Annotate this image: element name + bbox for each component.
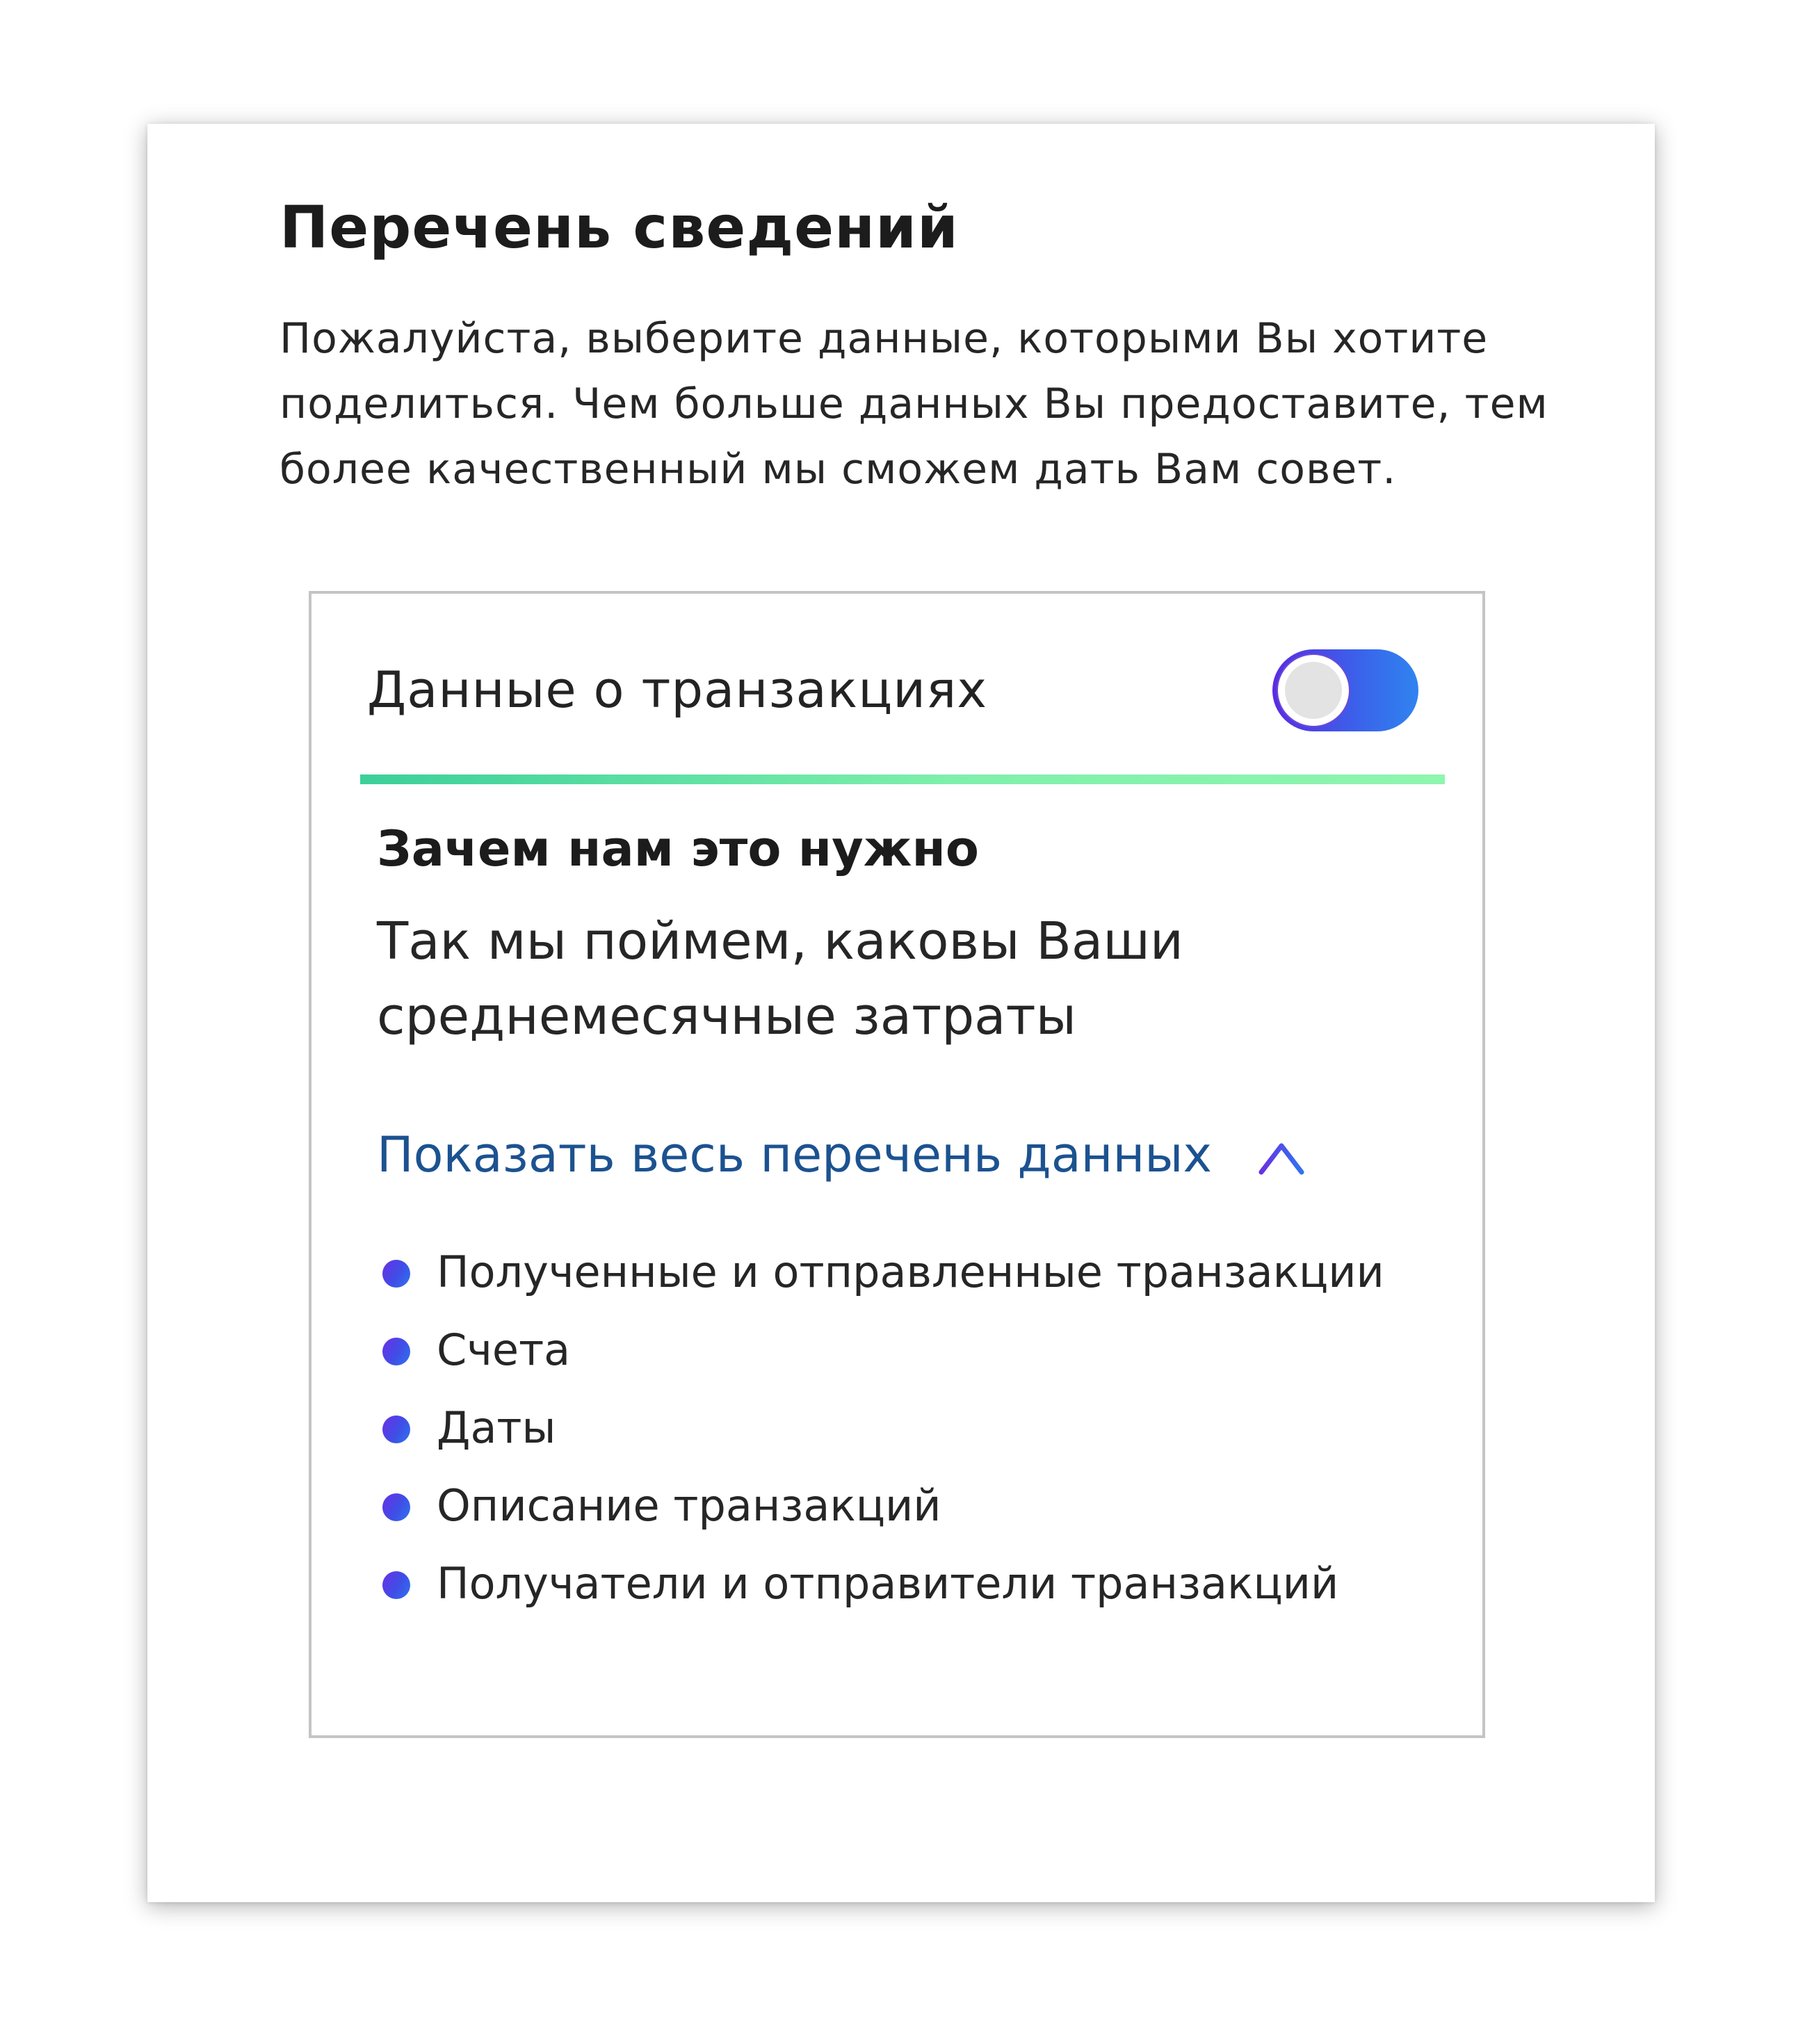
bullet-dot-icon [382,1571,410,1599]
list-item-label: Получатели и отправители транзакций [437,1558,1339,1609]
toggle-knob [1278,655,1349,726]
list-item-label: Даты [437,1402,556,1453]
why-title: Зачем нам это нужно [377,820,979,877]
list-item [377,1549,1384,1627]
bullet-dot-icon [382,1493,410,1521]
list-item-label: Описание транзакций [437,1480,941,1531]
why-text: Так мы поймем, каковы Ваши среднемесячные затраты [377,911,1184,1046]
list-item [377,1315,1384,1393]
bullet-dot-icon [382,1416,410,1443]
bullet-dot-icon [382,1338,410,1365]
page-intro-text: Пожалуйста, выберите данные, которыми Вы хотите поделиться. Чем больше данных Вы предоставите, тем более качественный мы сможем дать Вам совет. [280,314,1548,494]
list-item [377,1471,1384,1549]
show-all-data-link[interactable]: Показать весь перечень данных [377,1126,1212,1183]
bullet-dot-icon [382,1260,410,1288]
data-items-list [377,1238,1384,1627]
chevron-up-icon[interactable] [1257,1140,1306,1176]
card-divider [360,774,1445,784]
list-item-label: Полученные и отправленные транзакции [437,1247,1384,1297]
card-title: Данные о транзакциях [367,660,987,719]
list-item [377,1393,1384,1471]
list-item-label: Счета [437,1324,571,1375]
page-title: Перечень сведений [280,193,959,261]
list-item [377,1238,1384,1315]
transactions-toggle[interactable] [1272,649,1418,731]
